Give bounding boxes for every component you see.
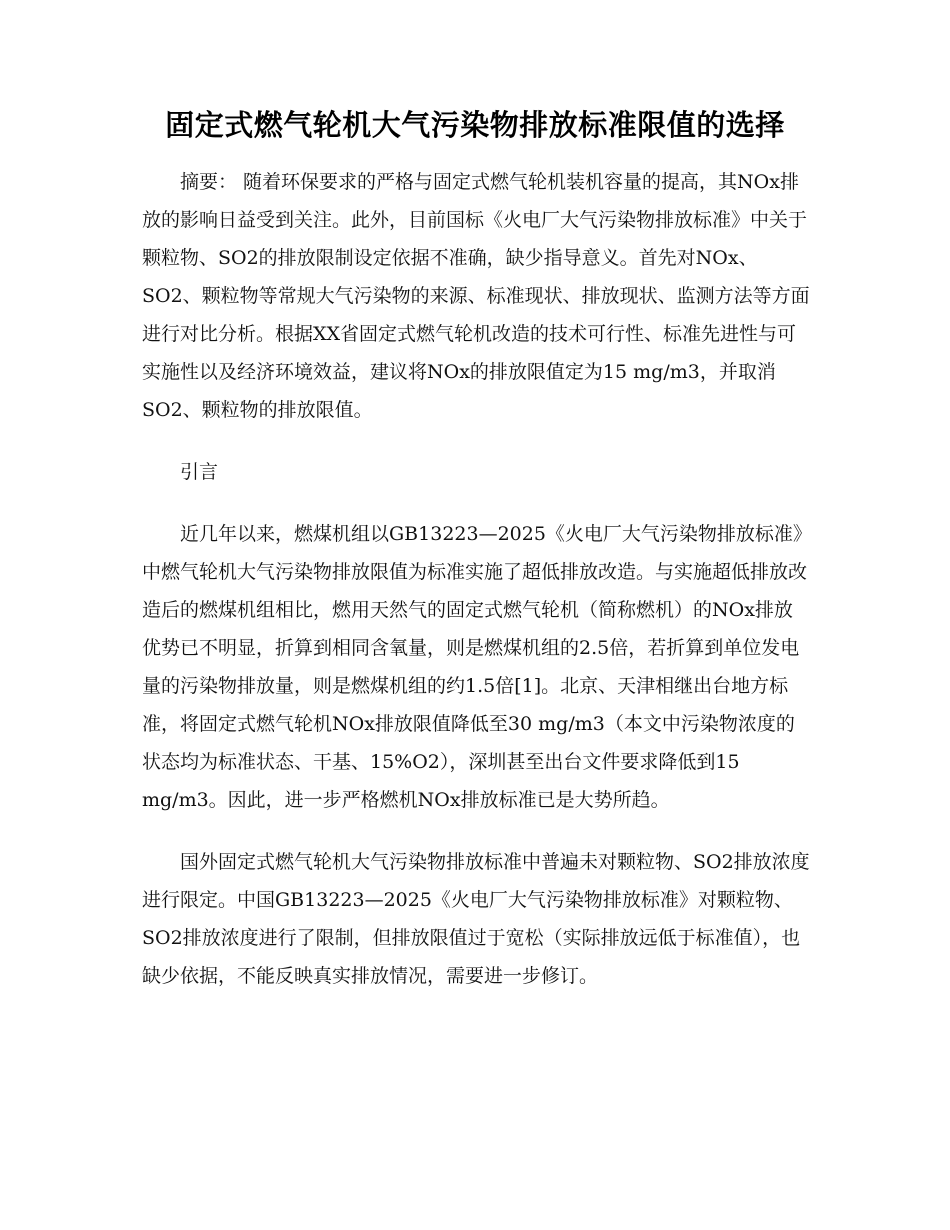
paragraph-spacer: [142, 819, 810, 843]
body-paragraph: 近几年以来，燃煤机组以GB13223—2025《火电厂大气污染物排放标准》中燃气轮机大气污染物排放限值为标准实施了超低排放改造。与实施超低排放改造后的燃煤机组相比，燃用天然气的固定式燃气轮机（简称燃机）的NOx排放优势已不明显，折算到相同含氧量，则是燃煤机组的2.5倍，若折算到单位发电量的污染物排放量，则是燃煤机组的约1.5倍[1]。北京、天津相继出台地方标准，将固定式燃气轮机NOx排放限值降低至30 mg/m3（本文中污染物浓度的状态均为标准状态、干基、15%O2），深圳甚至出台文件要求降低到15 mg/m3。因此，进一步严格燃机NOx排放标准已是大势所趋。: [142, 523, 808, 811]
section-heading-introduction: 引言: [180, 461, 219, 483]
abstract-paragraph: 摘要： 随着环保要求的严格与固定式燃气轮机装机容量的提高，其NOx排放的影响日益受到关注。此外，目前国标《火电厂大气污染物排放标准》中关于颗粒物、SO2的排放限制设定依据不准确，缺少指导意义。首先对NOx、SO2、颗粒物等常规大气污染物的来源、标准现状、排放现状、监测方法等方面进行对比分析。根据XX省固定式燃气轮机改造的技术可行性、标准先进性与可实施性以及经济环境效益，建议将NOx的排放限值定为15 mg/m3，并取消SO2、颗粒物的排放限值。: [142, 171, 810, 421]
paragraph-spacer: [142, 491, 810, 515]
document-body: [142, 163, 810, 995]
document-title: 固定式燃气轮机大气污染物排放标准限值的选择: [165, 108, 785, 142]
paragraph-spacer: [142, 429, 810, 453]
body-paragraph: 国外固定式燃气轮机大气污染物排放标准中普遍未对颗粒物、SO2排放浓度进行限定。中国GB13223—2025《火电厂大气污染物排放标准》对颗粒物、SO2排放浓度进行了限制，但排放限值过于宽松（实际排放远低于标准值），也缺少依据，不能反映真实排放情况，需要进一步修订。: [142, 851, 810, 987]
